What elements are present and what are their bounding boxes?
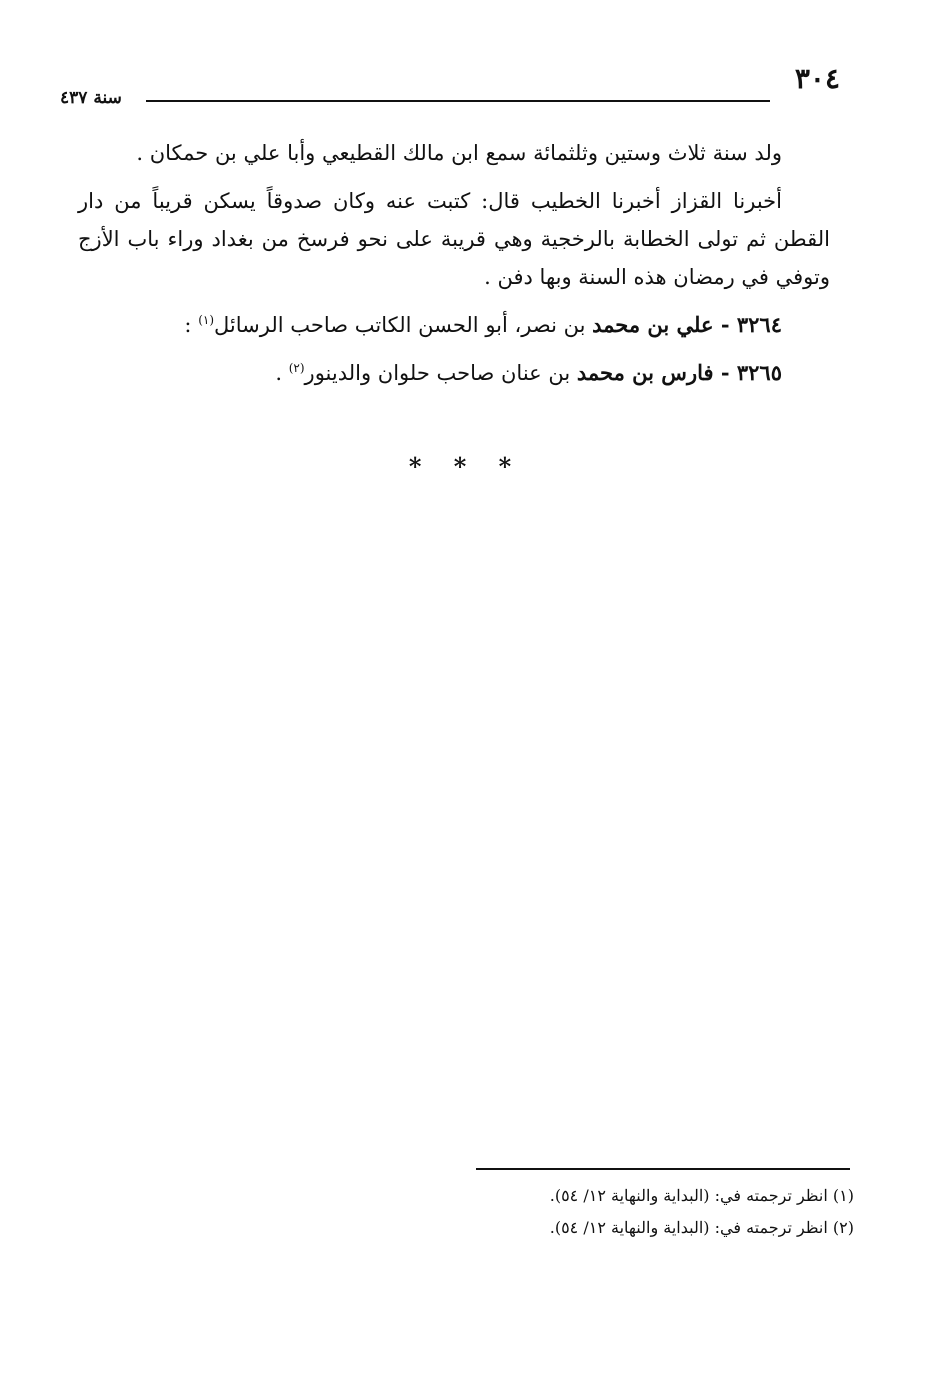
entry-number: ٣٢٦٥: [736, 360, 782, 385]
entry-separator: -: [713, 360, 737, 385]
footnote-1: (١) انظر ترجمته في: (البداية والنهاية ١٢/ ٥٤).: [549, 1186, 854, 1205]
entry-text: بن عنان صاحب حلوان والدينور: [304, 361, 577, 385]
footnote-2: (٢) انظر ترجمته في: (البداية والنهاية ١٢/ ٥٤).: [549, 1218, 854, 1237]
footnote-rule: [476, 1168, 850, 1170]
entry-3264: [78, 306, 830, 344]
entry-text: بن نصر، أبو الحسن الكاتب صاحب الرسائل: [214, 313, 593, 337]
entry-separator: -: [713, 312, 737, 337]
page-body: [78, 134, 830, 392]
entry-name: علي بن محمد: [592, 312, 714, 337]
footnote-mark[interactable]: (١): [198, 313, 215, 327]
page-header: [60, 62, 840, 112]
paragraph-narration: أخبرنا القزاز أخبرنا الخطيب قال: كتبت عنه وكان صدوقاً يسكن قريباً من دار القطن ثم تولى الخطابة بالرخجية وهي قريبة على نحو فرسخ من بغداد وراء باب الأزج وتوفي في رمضان هذه السنة وبها دفن .: [78, 189, 830, 289]
entry-number: ٣٢٦٤: [736, 312, 782, 337]
entry-ending: :: [184, 313, 199, 337]
entry-ending: .: [275, 361, 289, 385]
entry-3265: [78, 354, 830, 392]
paragraph-birth: ولد سنة ثلاث وستين وثلثمائة سمع ابن مالك القطيعي وأبا علي بن حمكان .: [136, 141, 782, 165]
running-head: سنة ٤٣٧: [60, 88, 122, 108]
header-rule: [146, 100, 770, 102]
footnotes: [354, 1180, 854, 1244]
footnote-mark[interactable]: (٢): [288, 361, 305, 375]
section-end-stars: * * *: [408, 452, 524, 481]
entry-name: فارس بن محمد: [576, 360, 714, 385]
page-number: ٣٠٤: [794, 62, 840, 95]
